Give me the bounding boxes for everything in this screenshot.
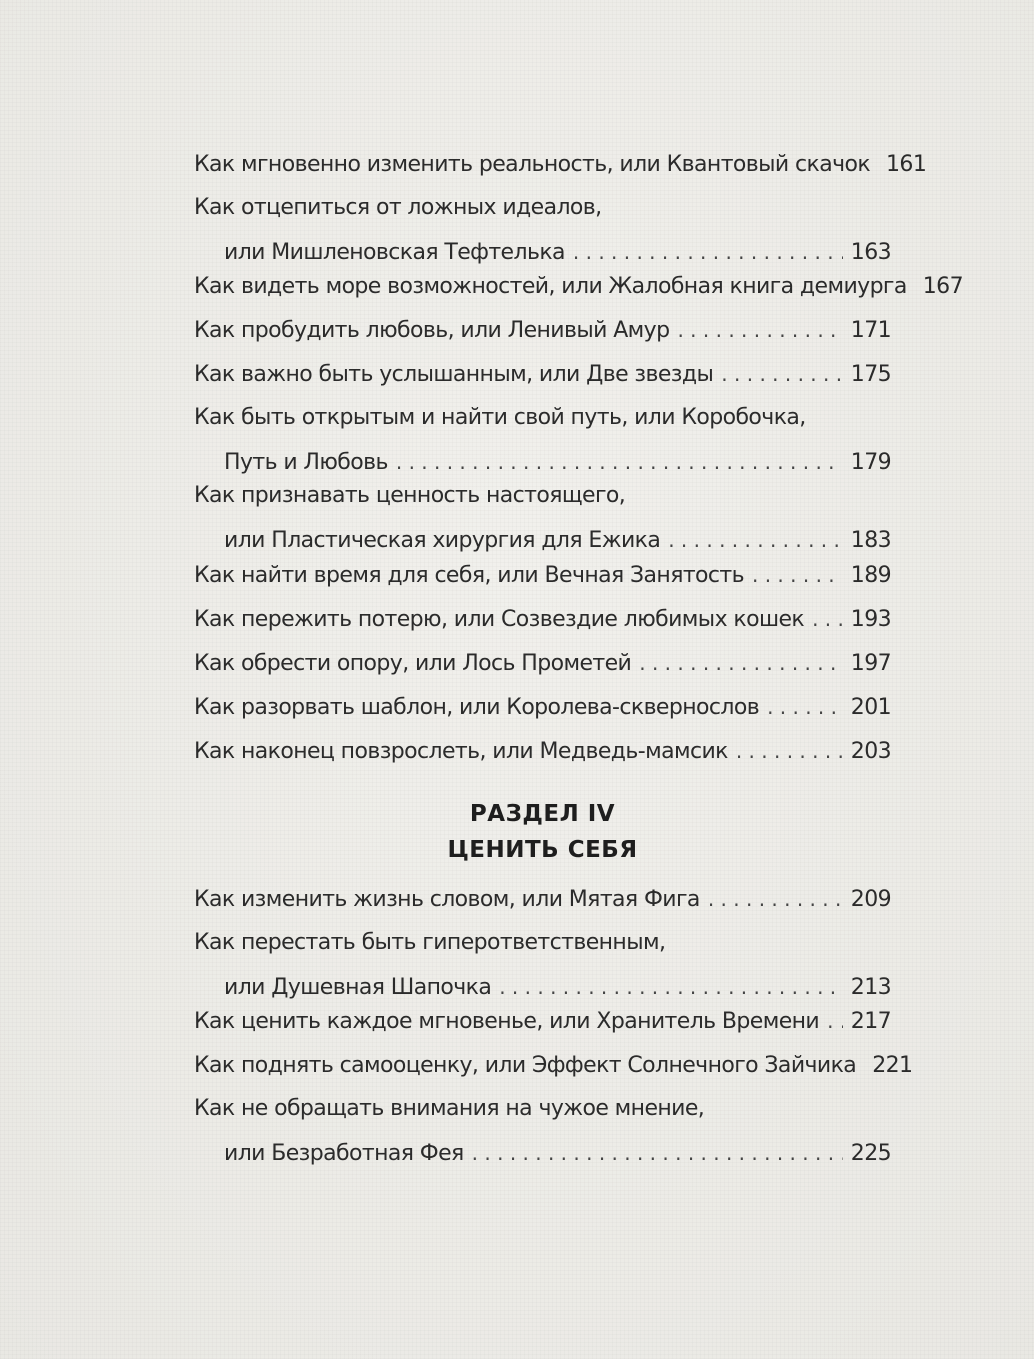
toc-page-number: 225	[850, 1141, 891, 1166]
dot-leader	[573, 236, 843, 268]
toc-entry-continuation	[194, 446, 891, 478]
toc-page-number: 183	[850, 528, 891, 553]
dot-leader	[721, 358, 843, 390]
toc-page-number: 171	[850, 318, 891, 343]
dot-leader	[677, 314, 842, 346]
toc-entry-title: Путь и Любовь	[224, 450, 388, 475]
toc-entry-title: Как мгновенно изменить реальность, или Квантовый скачок	[194, 152, 871, 177]
dot-leader	[708, 883, 843, 915]
toc-entry-line	[194, 192, 891, 224]
dot-leader	[812, 603, 843, 635]
toc-entry	[194, 1049, 913, 1081]
toc-page-number: 209	[850, 887, 891, 912]
toc-entry	[194, 148, 927, 180]
toc-entry-title: или Пластическая хирургия для Ежика	[224, 528, 661, 553]
toc-entry-line	[194, 480, 891, 512]
toc-entry-continuation	[194, 236, 891, 268]
toc-page-number: 221	[872, 1053, 913, 1078]
toc-entry-title: Как поднять самооценку, или Эффект Солнечного Зайчика	[194, 1053, 857, 1078]
toc-entry-continuation	[194, 1137, 891, 1169]
section-number: РАЗДЕЛ IV	[469, 801, 616, 827]
toc-entry-line	[194, 735, 891, 767]
dot-leader	[767, 691, 843, 723]
toc-entry-line	[194, 691, 891, 723]
dot-leader	[736, 735, 843, 767]
toc-entry-line	[194, 148, 927, 180]
toc-entry-line	[194, 358, 891, 390]
toc-page-number: 161	[886, 152, 927, 177]
toc-entry-line	[194, 1093, 891, 1125]
toc-page-number: 175	[850, 362, 891, 387]
toc-entry-continuation	[194, 971, 891, 1003]
toc-entry-title: Как перестать быть гиперответственным,	[194, 930, 666, 955]
dot-leader	[396, 446, 843, 478]
toc-entry	[194, 735, 891, 767]
toc-entry-title: Как обрести опору, или Лось Прометей	[194, 651, 632, 676]
toc-entry-line	[194, 1049, 913, 1081]
toc-page-number: 213	[850, 975, 891, 1000]
toc-entry	[194, 691, 891, 723]
toc-page-number: 201	[850, 695, 891, 720]
dot-leader	[472, 1137, 843, 1169]
dot-leader	[752, 559, 843, 591]
toc-page-number: 189	[850, 563, 891, 588]
toc-entry-line	[194, 270, 963, 302]
dot-leader	[827, 1005, 843, 1037]
toc-page-number: 203	[850, 739, 891, 764]
toc-entry	[194, 358, 891, 390]
toc-entry	[194, 192, 891, 268]
toc-entry-line	[194, 883, 891, 915]
toc-entry-title: или Мишленовская Тефтелька	[224, 240, 565, 265]
toc-page-number: 163	[850, 240, 891, 265]
toc-entry	[194, 1005, 891, 1037]
toc-entry	[194, 647, 891, 679]
toc-entry	[194, 1093, 891, 1169]
toc-page-number: 179	[850, 450, 891, 475]
toc-entry	[194, 314, 891, 346]
toc-entry-line	[194, 314, 891, 346]
toc-entry	[194, 270, 963, 302]
toc-entry-title: Как видеть море возможностей, или Жалобная книга демиурга	[194, 274, 907, 299]
toc-entry-title: Как важно быть услышанным, или Две звезды	[194, 362, 714, 387]
toc-entry-title: Как разорвать шаблон, или Королева-сквернослов	[194, 695, 760, 720]
toc-entry-title: Как пережить потерю, или Созвездие любимых кошек	[194, 607, 805, 632]
toc-page-number: 193	[850, 607, 891, 632]
toc-entry	[194, 883, 891, 915]
toc-entry-title: Как не обращать внимания на чужое мнение,	[194, 1096, 705, 1121]
toc-entry	[194, 603, 891, 635]
toc-entry-title: Как изменить жизнь словом, или Мятая Фига	[194, 887, 700, 912]
dot-leader	[668, 524, 843, 556]
toc-entry-title: Как отцепиться от ложных идеалов,	[194, 195, 602, 220]
toc-entry	[194, 480, 891, 556]
toc-entry-title: Как признавать ценность настоящего,	[194, 483, 626, 508]
section-title: ЦЕНИТЬ СЕБЯ	[447, 837, 638, 863]
toc-entry-title: Как ценить каждое мгновенье, или Хранитель Времени	[194, 1009, 820, 1034]
toc-entry-line	[194, 603, 891, 635]
toc-entry-title: или Безработная Фея	[224, 1141, 464, 1166]
toc-entry-line	[194, 402, 891, 434]
toc-entry	[194, 927, 891, 1003]
toc-entry-continuation	[194, 524, 891, 556]
toc-entry-title: или Душевная Шапочка	[224, 975, 492, 1000]
dot-leader	[639, 647, 843, 679]
toc-entry	[194, 559, 891, 591]
toc-entry-title: Как наконец повзрослеть, или Медведь-мамсик	[194, 739, 728, 764]
toc-entry-line	[194, 1005, 891, 1037]
toc-entry	[194, 402, 891, 478]
toc-entry-title: Как пробудить любовь, или Ленивый Амур	[194, 318, 670, 343]
toc-page-number: 167	[922, 274, 963, 299]
toc-entry-title: Как найти время для себя, или Вечная Занятость	[194, 563, 744, 588]
toc-page-number: 217	[850, 1009, 891, 1034]
toc-entry-title: Как быть открытым и найти свой путь, или Коробочка,	[194, 405, 806, 430]
toc-entry-line	[194, 927, 891, 959]
toc-entry-line	[194, 647, 891, 679]
dot-leader	[499, 971, 843, 1003]
toc-entry-line	[194, 559, 891, 591]
toc-page-number: 197	[850, 651, 891, 676]
